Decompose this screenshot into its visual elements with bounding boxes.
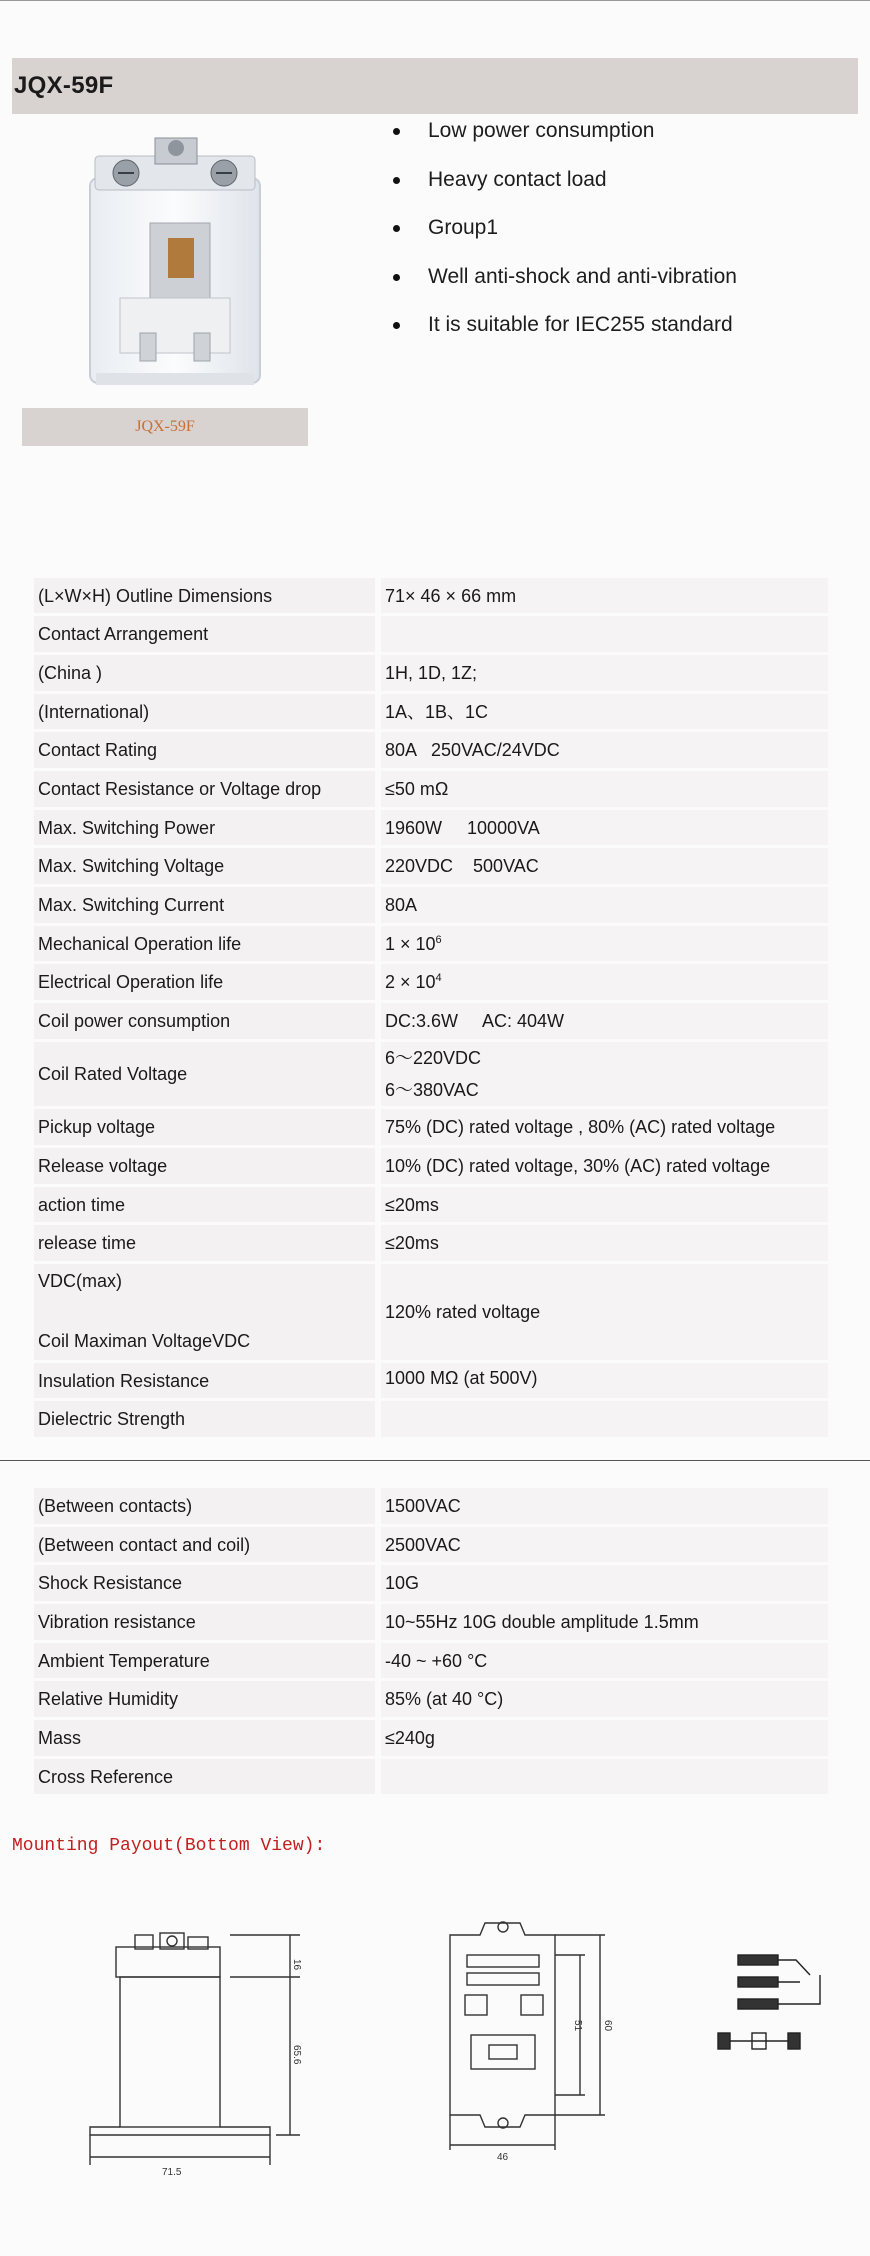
spec-value: 220VDC 500VAC — [381, 848, 828, 887]
section-divider — [0, 1460, 870, 1461]
table-row — [34, 1264, 828, 1363]
spec-value-line: 6～380VAC — [385, 1080, 479, 1100]
spec-value: 85% (at 40 °C) — [381, 1681, 828, 1720]
spec-label: action time — [34, 1187, 381, 1225]
table-row — [34, 1003, 828, 1042]
spec-label: release time — [34, 1225, 381, 1264]
spec-value: 1A、1B、1C — [381, 694, 828, 732]
spec-value: ≤240g — [381, 1720, 828, 1759]
feature-item: Well anti-shock and anti-vibration — [390, 266, 737, 315]
spec-label: Mechanical Operation life — [34, 926, 381, 964]
spec-value: 10~55Hz 10G double amplitude 1.5mm — [381, 1604, 828, 1643]
spec-value — [381, 926, 828, 964]
side-view-diagram — [80, 1925, 310, 2185]
table-row — [34, 732, 828, 771]
spec-table-1 — [34, 578, 828, 1440]
spec-label: Coil power consumption — [34, 1003, 381, 1042]
spec-label: Shock Resistance — [34, 1565, 381, 1604]
table-row — [34, 1527, 828, 1565]
table-row — [34, 578, 828, 616]
spec-value: 80A — [381, 887, 828, 926]
spec-label: (L×W×H) Outline Dimensions — [34, 578, 381, 616]
table-row — [34, 694, 828, 732]
spec-value: 1000 MΩ (at 500V) — [381, 1363, 828, 1401]
spec-label: Contact Arrangement — [34, 616, 381, 655]
dim-width: 71.5 — [162, 2167, 182, 2178]
table-row — [34, 1363, 828, 1401]
spec-label: Max. Switching Voltage — [34, 848, 381, 887]
feature-item: It is suitable for IEC255 standard — [390, 314, 737, 363]
table-row — [34, 964, 828, 1003]
table-row — [34, 1720, 828, 1759]
table-row — [34, 616, 828, 655]
dim-height: 65.6 — [291, 2045, 302, 2065]
spec-value: 2500VAC — [381, 1527, 828, 1565]
table-row — [34, 771, 828, 810]
table-row — [34, 1681, 828, 1720]
table-row — [34, 848, 828, 887]
spec-label: Ambient Temperature — [34, 1643, 381, 1681]
feature-item: Low power consumption — [390, 120, 737, 169]
spec-label-line: VDC(max) — [38, 1271, 122, 1291]
table-row — [34, 1148, 828, 1187]
spec-value — [381, 616, 828, 655]
spec-label: (China ) — [34, 655, 381, 694]
spec-value: 75% (DC) rated voltage , 80% (AC) rated voltage — [381, 1109, 828, 1148]
spec-label: Electrical Operation life — [34, 964, 381, 1003]
spec-table-2 — [34, 1488, 828, 1797]
table-row — [34, 1643, 828, 1681]
table-row — [34, 655, 828, 694]
spec-value — [381, 1759, 828, 1797]
spec-label: Insulation Resistance — [34, 1363, 381, 1401]
table-row — [34, 1604, 828, 1643]
spec-value: 10G — [381, 1565, 828, 1604]
dim-depth: 46 — [497, 2152, 509, 2163]
spec-label: Dielectric Strength — [34, 1401, 381, 1440]
table-row — [34, 1401, 828, 1440]
spec-label: Vibration resistance — [34, 1604, 381, 1643]
feature-item: Heavy contact load — [390, 169, 737, 218]
spec-value — [381, 1042, 828, 1109]
dim-top: 16 — [291, 1959, 302, 1971]
spec-value: 80A 250VAC/24VDC — [381, 732, 828, 771]
spec-value-exponent: 4 — [435, 972, 442, 984]
table-row — [34, 810, 828, 848]
spec-label: Contact Rating — [34, 732, 381, 771]
page-title: JQX-59F — [14, 72, 114, 99]
spec-label: Max. Switching Power — [34, 810, 381, 848]
dim-outer: 60 — [602, 2020, 613, 2032]
spec-label: Relative Humidity — [34, 1681, 381, 1720]
feature-list — [390, 120, 737, 363]
bottom-view-diagram — [425, 1905, 615, 2165]
table-row — [34, 1042, 828, 1109]
feature-item: Group1 — [390, 217, 737, 266]
spec-value: 10% (DC) rated voltage, 30% (AC) rated voltage — [381, 1148, 828, 1187]
spec-label: Pickup voltage — [34, 1109, 381, 1148]
table-row — [34, 1759, 828, 1797]
spec-value: 1500VAC — [381, 1488, 828, 1527]
table-row — [34, 1187, 828, 1225]
spec-label: Contact Resistance or Voltage drop — [34, 771, 381, 810]
top-rule — [0, 0, 870, 1]
spec-label: Release voltage — [34, 1148, 381, 1187]
spec-value-exponent: 6 — [435, 933, 442, 946]
photo-caption: JQX-59F — [22, 408, 308, 446]
mounting-title: Mounting Payout(Bottom View): — [12, 1836, 326, 1856]
spec-value-base: 2 × 10 — [385, 972, 436, 992]
wiring-schematic — [710, 1945, 830, 2065]
spec-label: (Between contact and coil) — [34, 1527, 381, 1565]
spec-value — [381, 964, 828, 1003]
relay-photo — [60, 128, 320, 398]
table-row — [34, 926, 828, 964]
spec-label — [34, 1264, 381, 1363]
spec-value: -40 ~ +60 °C — [381, 1643, 828, 1681]
spec-label: (International) — [34, 694, 381, 732]
spec-value: 1H, 1D, 1Z; — [381, 655, 828, 694]
spec-value: ≤50 mΩ — [381, 771, 828, 810]
table-row — [34, 1488, 828, 1527]
spec-label: Max. Switching Current — [34, 887, 381, 926]
spec-value: ≤20ms — [381, 1187, 828, 1225]
spec-value: DC:3.6W AC: 404W — [381, 1003, 828, 1042]
spec-label: Coil Rated Voltage — [34, 1042, 381, 1109]
spec-value: 120% rated voltage — [381, 1264, 828, 1363]
table-row — [34, 1225, 828, 1264]
spec-value-base: 1 × 10 — [385, 933, 436, 954]
spec-value: ≤20ms — [381, 1225, 828, 1264]
spec-value: 1960W 10000VA — [381, 810, 828, 848]
spec-label: Cross Reference — [34, 1759, 381, 1797]
spec-label-line: Coil Maximan VoltageVDC — [38, 1331, 251, 1351]
spec-value-line: 6～220VDC — [385, 1048, 482, 1068]
table-row — [34, 887, 828, 926]
dim-inner: 51 — [572, 2020, 583, 2032]
spec-value: 71× 46 × 66 mm — [381, 578, 828, 616]
table-row — [34, 1565, 828, 1604]
table-row — [34, 1109, 828, 1148]
spec-value — [381, 1401, 828, 1440]
spec-label: Mass — [34, 1720, 381, 1759]
title-bar — [12, 58, 858, 114]
spec-label: (Between contacts) — [34, 1488, 381, 1527]
